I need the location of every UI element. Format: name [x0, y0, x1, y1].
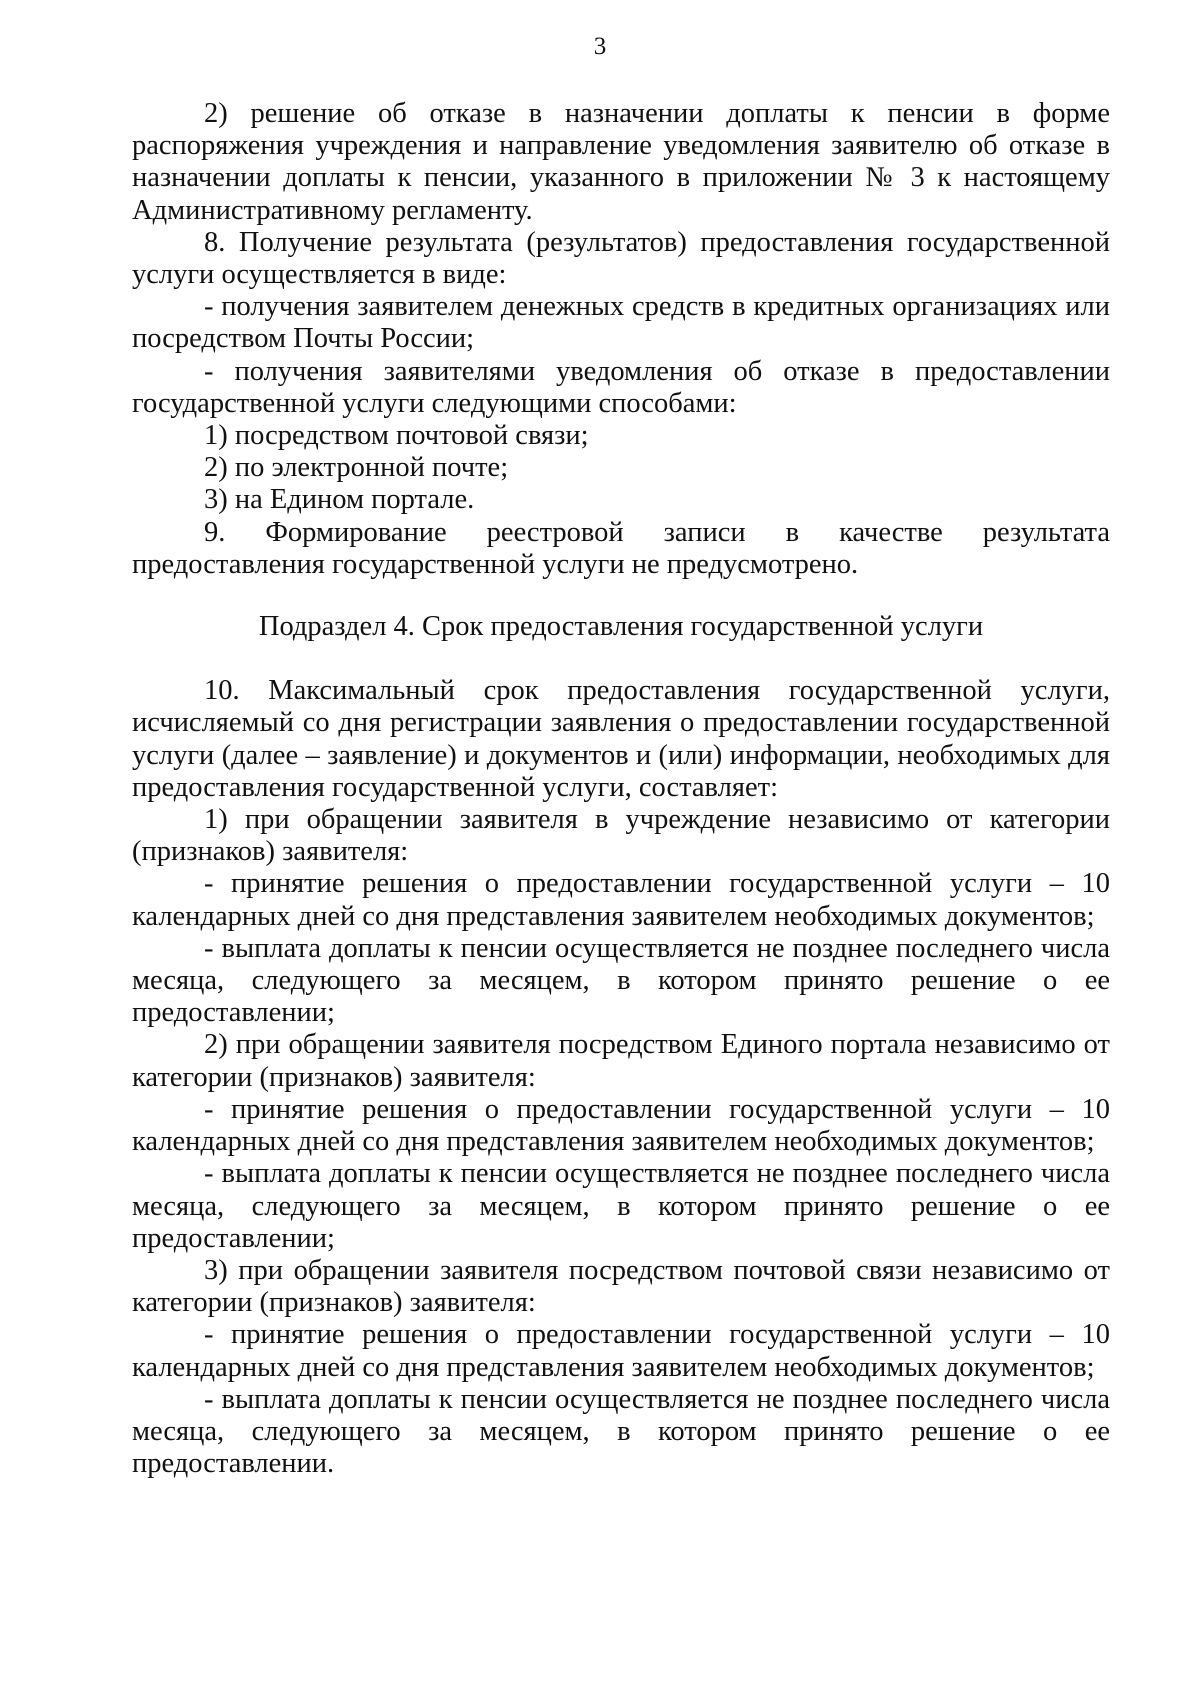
paragraph: 2) решение об отказе в назначении доплаты к пенсии в форме распоряжения учреждения и направление уведомления заявителю об отказе в назначении доплаты к пенсии, указанного в приложении № 3 к настоящему Административному регламенту.: [132, 98, 1110, 226]
page-number: 3: [593, 33, 607, 60]
paragraph: 2) по электронной почте;: [204, 452, 509, 484]
paragraph: - выплата доплаты к пенсии осуществляется не позднее последнего числа месяца, следующего за месяцем, в котором принято решение о ее предоставлении.: [132, 1383, 1110, 1480]
paragraph: 10. Максимальный срок предоставления государственной услуги, исчисляемый со дня регистрации заявления о предоставлении государственной услуги (далее – заявление) и документов и (или) информации, необходимых для предоставления государственной услуги, составляет:: [132, 675, 1110, 803]
paragraph: - получения заявителем денежных средств в кредитных организациях или посредством Почты России;: [132, 291, 1110, 355]
paragraph: - принятие решения о предоставлении государственной услуги – 10 календарных дней со дня представления заявителем необходимых документов;: [132, 868, 1110, 932]
paragraph: 1) при обращении заявителя в учреждение независимо от категории (признаков) заявителя:: [132, 804, 1110, 868]
paragraph: 3) на Едином портале.: [204, 484, 475, 516]
paragraph: 3) при обращении заявителя посредством почтовой связи независимо от категории (признаков) заявителя:: [132, 1254, 1110, 1319]
paragraph: 1) посредством почтовой связи;: [204, 420, 589, 452]
paragraph: 8. Получение результата (результатов) предоставления государственной услуги осуществляется в виде:: [132, 226, 1110, 291]
paragraph: 9. Формирование реестровой записи в качестве результата предоставления государственной услуги не предусмотрено.: [132, 516, 1110, 580]
section-heading: Подраздел 4. Срок предоставления государственной услуги: [258, 611, 984, 643]
paragraph: 2) при обращении заявителя посредством Единого портала независимо от категории (признаков) заявителя:: [132, 1029, 1110, 1093]
paragraph: - принятие решения о предоставлении государственной услуги – 10 календарных дней со дня представления заявителем необходимых документов;: [132, 1093, 1110, 1158]
paragraph: - выплата доплаты к пенсии осуществляется не позднее последнего числа месяца, следующего за месяцем, в котором принято решение о ее предоставлении;: [132, 932, 1110, 1029]
document-body: [132, 98, 1110, 1480]
paragraph: - выплата доплаты к пенсии осуществляется не позднее последнего числа месяца, следующего за месяцем, в котором принято решение о ее предоставлении;: [132, 1158, 1110, 1254]
paragraph: - принятие решения о предоставлении государственной услуги – 10 календарных дней со дня представления заявителем необходимых документов;: [132, 1319, 1110, 1383]
paragraph: - получения заявителями уведомления об отказе в предоставлении государственной услуги следующими способами:: [132, 355, 1110, 419]
